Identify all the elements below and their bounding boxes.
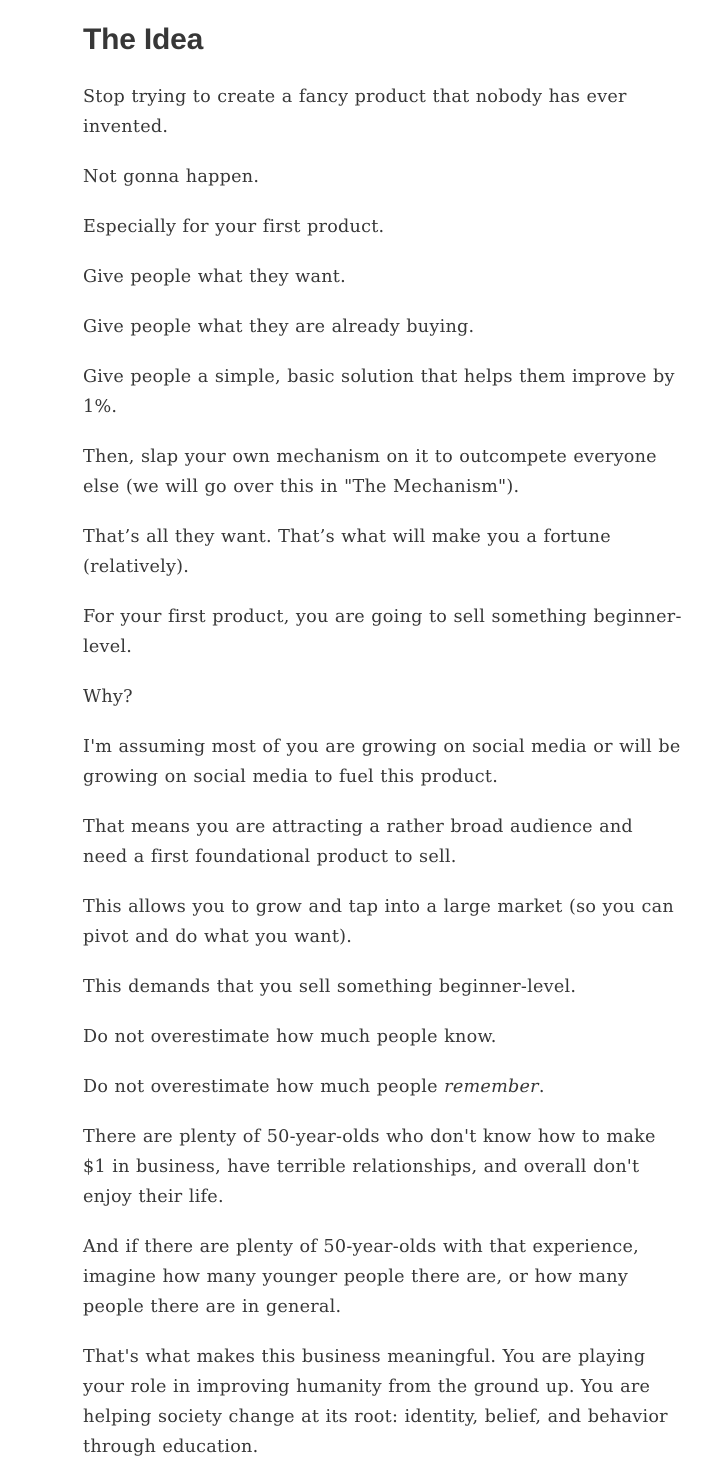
paragraph-16 — [83, 1072, 683, 1102]
paragraph-10: Why? — [83, 687, 133, 707]
paragraph-5: Give people what they are already buying. — [83, 317, 475, 337]
paragraph-16-text: Do not overestimate how much people — [83, 1077, 445, 1097]
section-title: The Idea — [83, 23, 204, 56]
paragraph-8: That’s all they want. That’s what will make you a fortune (relatively). — [83, 527, 611, 577]
paragraph-7: Then, slap your own mechanism on it to outcompete everyone else (we will go over this in "The Mechanism"). — [83, 447, 657, 497]
paragraph-1: Stop trying to create a fancy product that nobody has ever invented. — [83, 87, 627, 137]
paragraph-13: This allows you to grow and tap into a large market (so you can pivot and do what you want). — [83, 897, 674, 947]
paragraph-11: I'm assuming most of you are growing on social media or will be growing on social media to fuel this product. — [83, 737, 681, 787]
emphasis-remember: remember — [444, 1077, 539, 1097]
paragraph-4: Give people what they want. — [83, 267, 346, 287]
paragraph-9: For your first product, you are going to sell something beginner-level. — [83, 607, 682, 657]
paragraph-2: Not gonna happen. — [83, 167, 260, 187]
paragraph-15: Do not overestimate how much people know. — [83, 1027, 497, 1047]
article-body — [83, 14, 683, 1482]
paragraph-17: There are plenty of 50-year-olds who don't know how to make $1 in business, have terrible relationships, and overall don't enjoy their life. — [83, 1127, 656, 1207]
paragraph-14: This demands that you sell something beginner-level. — [83, 977, 577, 997]
paragraph-16-end: . — [538, 1077, 545, 1097]
paragraph-6: Give people a simple, basic solution that helps them improve by 1%. — [83, 367, 675, 417]
paragraph-12: That means you are attracting a rather broad audience and need a first foundational product to sell. — [83, 817, 633, 867]
paragraph-18: And if there are plenty of 50-year-olds with that experience, imagine how many younger people there are, or how many people there are in general. — [83, 1237, 639, 1317]
paragraph-19: That's what makes this business meaningful. You are playing your role in improving humanity from the ground up. You are helping society change at its root: identity, belief, and behavior through education. — [83, 1347, 668, 1457]
paragraph-3: Especially for your first product. — [83, 217, 385, 237]
